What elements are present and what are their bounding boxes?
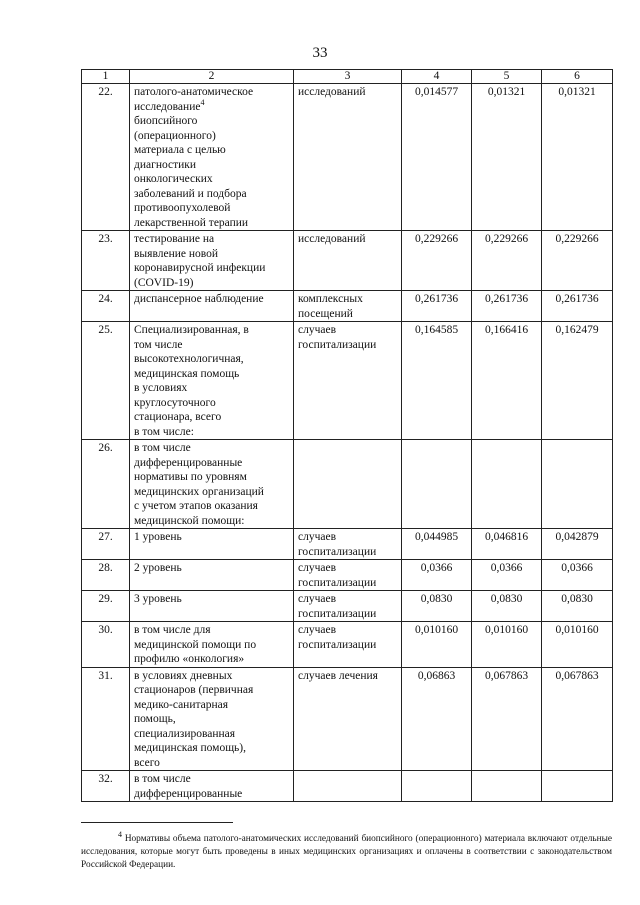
- indicator-name-line: стационаров (первичная: [134, 684, 254, 696]
- table-row: [82, 591, 613, 622]
- indicator-name-line: выявление новой: [134, 247, 219, 260]
- column-header: 2: [130, 70, 294, 84]
- indicator-name: [130, 591, 294, 622]
- table-row: [82, 291, 613, 322]
- unit-line: госпитализации: [298, 545, 377, 558]
- table-header-row: [82, 70, 613, 84]
- unit-of-measure: [294, 560, 402, 591]
- value-year-1: [402, 440, 472, 529]
- indicator-name-line: в том числе для: [134, 624, 211, 636]
- value-year-1: [402, 771, 472, 802]
- value-year-1: 0,010160: [402, 622, 472, 668]
- table-row: [82, 84, 613, 231]
- value-year-2: 0,229266: [472, 231, 542, 291]
- unit-of-measure: [294, 84, 402, 231]
- indicator-name-line: нормативы по уровням: [134, 471, 247, 483]
- table-row: [82, 771, 613, 802]
- value-year-1: 0,229266: [402, 231, 472, 291]
- indicator-name-line: (операционного): [134, 129, 216, 142]
- value-year-1: 0,014577: [402, 84, 472, 231]
- indicator-name-line: лекарственной терапии: [134, 216, 249, 229]
- unit-of-measure: [294, 440, 402, 529]
- page-number: 33: [312, 45, 328, 61]
- indicator-name-line: том числе: [134, 338, 183, 351]
- indicator-name: [130, 529, 294, 560]
- unit-line: случаев лечения: [298, 669, 378, 682]
- row-number: 29.: [82, 591, 130, 622]
- indicator-name-line: в том числе: [134, 773, 191, 785]
- unit-line: случаев: [298, 562, 337, 574]
- indicator-name-line: с учетом этапов оказания: [134, 500, 258, 512]
- value-year-3: 0,067863: [542, 667, 613, 771]
- indicator-name-line: в условиях дневных: [134, 669, 233, 682]
- table-row: [82, 667, 613, 771]
- column-header: 5: [472, 70, 542, 84]
- indicator-name: [130, 84, 294, 231]
- indicator-name-line: 3 уровень: [134, 593, 182, 605]
- indicator-name: [130, 667, 294, 771]
- indicator-name-line: диагностики: [134, 158, 197, 171]
- indicator-name-line: медицинской помощи:: [134, 514, 245, 527]
- unit-line: посещений: [298, 307, 353, 320]
- value-year-2: 0,01321: [472, 84, 542, 231]
- unit-line: госпитализации: [298, 338, 377, 351]
- indicator-name-line: помощь,: [134, 713, 176, 725]
- unit-of-measure: [294, 291, 402, 322]
- indicator-name-line: медицинская помощь: [134, 367, 240, 380]
- value-year-1: 0,06863: [402, 667, 472, 771]
- column-header: 1: [82, 70, 130, 84]
- value-year-1: 0,0366: [402, 560, 472, 591]
- unit-line: госпитализации: [298, 607, 377, 620]
- footnote-ref: 4: [200, 97, 205, 107]
- indicator-name: [130, 291, 294, 322]
- indicator-name-line: в том числе:: [134, 425, 194, 438]
- unit-line: исследований: [298, 86, 366, 98]
- unit-of-measure: [294, 667, 402, 771]
- value-year-3: 0,162479: [542, 322, 613, 440]
- indicator-name: [130, 622, 294, 668]
- indicator-name: [130, 440, 294, 529]
- indicator-name: [130, 560, 294, 591]
- indicator-name-line: медицинской помощи по: [134, 638, 257, 651]
- value-year-2: 0,046816: [472, 529, 542, 560]
- indicator-name-line: профилю «онкология»: [134, 653, 245, 665]
- unit-of-measure: [294, 231, 402, 291]
- footnote-marker: 4: [118, 829, 122, 839]
- table-row: [82, 560, 613, 591]
- table-row: [82, 529, 613, 560]
- row-number: 27.: [82, 529, 130, 560]
- indicator-name-line: Специализированная, в: [134, 324, 249, 336]
- indicator-name-line: медико-санитарная: [134, 698, 229, 711]
- indicator-name-line: онкологических: [134, 173, 213, 185]
- row-number: 30.: [82, 622, 130, 668]
- row-number: 22.: [82, 84, 130, 231]
- indicator-name-line: стационара, всего: [134, 411, 222, 423]
- row-number: 28.: [82, 560, 130, 591]
- footnote-divider: [81, 822, 233, 823]
- indicator-name-line: коронавирусной инфекции: [134, 262, 266, 274]
- indicator-name-line: медицинская помощь),: [134, 742, 247, 754]
- table-row: [82, 622, 613, 668]
- value-year-2: 0,067863: [472, 667, 542, 771]
- value-year-1: 0,0830: [402, 591, 472, 622]
- row-number: 32.: [82, 771, 130, 802]
- indicator-name-line: исследование: [134, 100, 201, 113]
- table-row: [82, 231, 613, 291]
- unit-line: госпитализации: [298, 576, 377, 589]
- value-year-3: 0,010160: [542, 622, 613, 668]
- value-year-1: 0,164585: [402, 322, 472, 440]
- indicator-name-line: противоопухолевой: [134, 202, 231, 214]
- value-year-2: 0,010160: [472, 622, 542, 668]
- value-year-2: [472, 771, 542, 802]
- unit-line: случаев: [298, 531, 337, 543]
- indicator-name-line: высокотехнологичная,: [134, 353, 244, 365]
- column-header: 3: [294, 70, 402, 84]
- column-header: 6: [542, 70, 613, 84]
- indicator-name-line: диспансерное наблюдение: [134, 293, 264, 305]
- value-year-3: [542, 440, 613, 529]
- row-number: 25.: [82, 322, 130, 440]
- unit-of-measure: [294, 322, 402, 440]
- indicator-name-line: специализированная: [134, 727, 236, 740]
- indicator-name-line: медицинских организаций: [134, 485, 264, 498]
- row-number: 31.: [82, 667, 130, 771]
- unit-line: случаев: [298, 324, 337, 336]
- table-body: [82, 84, 613, 802]
- value-year-3: 0,01321: [542, 84, 613, 231]
- footnote-text: Нормативы объема патолого-анатомических исследований биопсийного (операционного) материала включают отдельные исследования, которые могут быть проведены в иных медицинских организациях и оплачены в соответствии с законодательством Российской Федерации.: [81, 834, 612, 870]
- value-year-3: 0,261736: [542, 291, 613, 322]
- value-year-2: 0,166416: [472, 322, 542, 440]
- unit-line: госпитализации: [298, 638, 377, 651]
- unit-line: исследований: [298, 233, 366, 245]
- value-year-2: [472, 440, 542, 529]
- indicator-name-line: в том числе: [134, 442, 191, 454]
- unit-of-measure: [294, 591, 402, 622]
- column-header: 4: [402, 70, 472, 84]
- value-year-3: 0,0366: [542, 560, 613, 591]
- indicator-name: [130, 231, 294, 291]
- table-row: [82, 322, 613, 440]
- indicator-name: [130, 322, 294, 440]
- value-year-2: 0,0366: [472, 560, 542, 591]
- indicator-name-line: 1 уровень: [134, 531, 182, 543]
- indicator-name: [130, 771, 294, 802]
- value-year-3: 0,0830: [542, 591, 613, 622]
- table-row: [82, 440, 613, 529]
- indicator-name-line: 2 уровень: [134, 562, 182, 574]
- unit-line: комплексных: [298, 293, 363, 305]
- value-year-2: 0,261736: [472, 291, 542, 322]
- unit-of-measure: [294, 771, 402, 802]
- indicator-name-line: (COVID-19): [134, 276, 194, 289]
- row-number: 24.: [82, 291, 130, 322]
- value-year-3: [542, 771, 613, 802]
- indicator-name-line: тестирование на: [134, 233, 215, 245]
- value-year-3: 0,042879: [542, 529, 613, 560]
- unit-of-measure: [294, 529, 402, 560]
- indicator-name-line: дифференцированные: [134, 456, 243, 469]
- indicator-name-line: заболеваний и подбора: [134, 187, 247, 200]
- unit-line: случаев: [298, 593, 337, 605]
- indicator-name-line: патолого-анатомическое: [134, 86, 254, 98]
- row-number: 23.: [82, 231, 130, 291]
- unit-of-measure: [294, 622, 402, 668]
- value-year-2: 0,0830: [472, 591, 542, 622]
- indicator-name-line: дифференцированные: [134, 787, 243, 800]
- indicator-name-line: в условиях: [134, 382, 188, 394]
- indicator-name-line: всего: [134, 756, 160, 769]
- indicator-name-line: биопсийного: [134, 115, 198, 127]
- norms-table: [81, 69, 613, 802]
- indicator-name-line: материала с целью: [134, 144, 226, 156]
- value-year-1: 0,044985: [402, 529, 472, 560]
- unit-line: случаев: [298, 624, 337, 636]
- value-year-3: 0,229266: [542, 231, 613, 291]
- value-year-1: 0,261736: [402, 291, 472, 322]
- indicator-name-line: круглосуточного: [134, 396, 216, 409]
- footnote: [81, 829, 612, 872]
- row-number: 26.: [82, 440, 130, 529]
